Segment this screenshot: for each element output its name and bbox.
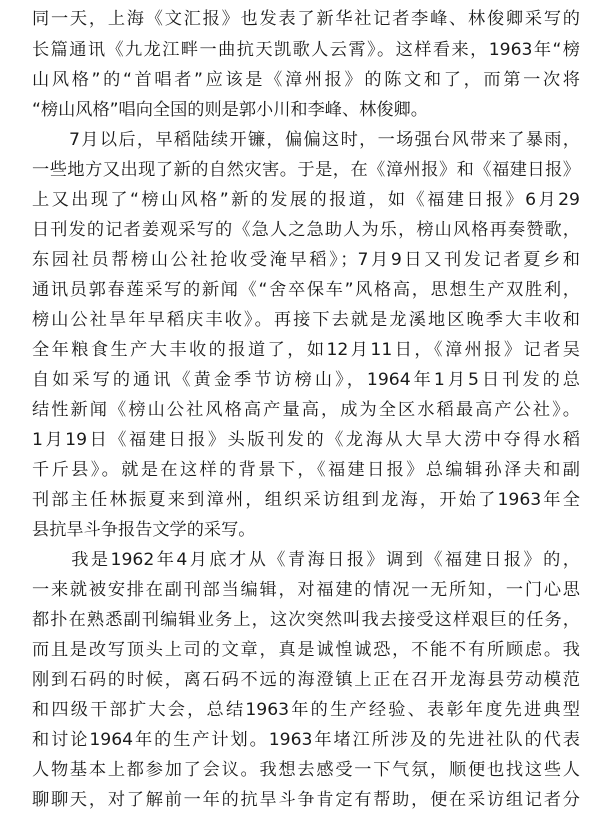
text-line: 上又出现了“榜山风格”新的发展的报道，如《福建日报》6月29	[32, 190, 580, 210]
text-line: 榜山公社旱年早稻庆丰收》。再接下去就是龙溪地区晚季大丰收和	[32, 310, 580, 330]
text-line: 山风格”的“首唱者”应该是《漳州报》的陈文和了，而第一次将	[32, 70, 580, 90]
text-line: 全年粮食生产大丰收的报道了，如12月11日，《漳州报》记者吴	[32, 340, 580, 360]
text-line: 1月19日《福建日报》头版刊发的《龙海从大旱大涝中夺得水稻	[32, 430, 580, 450]
text-line: 和讨论1964年的生产计划。1963年堵江所涉及的先进社队的代表	[32, 730, 580, 750]
text-line: “榜山风格”唱向全国的则是郭小川和李峰、林俊卿。	[32, 100, 428, 120]
text-line: 我是1962年4月底才从《青海日报》调到《福建日报》的，	[32, 550, 580, 570]
text-line: 日刊发的记者姜观采写的《急人之急助人为乐，榜山风格再奏赞歌，	[32, 220, 580, 240]
text-line: 刊部主任林振夏来到漳州，组织采访组到龙海，开始了1963年全	[32, 490, 580, 510]
text-line: 东园社员帮榜山公社抢收受淹早稻》；7月9日又刊发记者夏乡和	[32, 250, 580, 270]
text-line: 刚到石码的时候，离石码不远的海澄镇上正在召开龙海县劳动模范	[32, 670, 580, 690]
text-line: 结性新闻《榜山公社风格高产量高，成为全区水稻最高产公社》。	[32, 400, 580, 420]
text-line: 人物基本上都参加了会议。我想去感受一下气氛，顺便也找这些人	[32, 760, 580, 780]
text-line: 都扑在熟悉副刊编辑业务上，这次突然叫我去接受这样艰巨的任务，	[32, 610, 580, 630]
text-line: 同一天，上海《文汇报》也发表了新华社记者李峰、林俊卿采写的	[32, 9, 580, 29]
text-line: 千斤县》。就是在这样的背景下，《福建日报》总编辑孙泽夫和副	[32, 460, 580, 480]
text-line: 县抗旱斗争报告文学的采写。	[32, 520, 256, 540]
text-line: 和四级干部扩大会，总结1963年的生产经验、表彰年度先进典型	[32, 700, 580, 720]
document-page	[32, 0, 580, 822]
text-line: 聊聊天，对了解前一年的抗旱斗争肯定有帮助，便在采访组记者分	[32, 790, 580, 810]
text-line: 长篇通讯《九龙江畔一曲抗天凯歌人云霄》。这样看来，1963年“榜	[32, 40, 580, 60]
text-line: 通讯员郭春莲采写的新闻《“舍卒保车”风格高，思想生产双胜利，	[32, 280, 580, 300]
text-line: 7月以后，早稻陆续开镰，偏偏这时，一场强台风带来了暴雨，	[32, 130, 580, 150]
text-line: 一来就被安排在副刊部当编辑，对福建的情况一无所知，一门心思	[32, 580, 580, 600]
text-line: 自如采写的通讯《黄金季节访榜山》，1964年1月5日刊发的总	[32, 370, 580, 390]
text-line: 而且是改写顶头上司的文章，真是诚惶诚恐，不能不有所顾虑。我	[32, 640, 580, 660]
text-line: 一些地方又出现了新的自然灾害。于是，在《漳州报》和《福建日报》	[32, 160, 580, 180]
